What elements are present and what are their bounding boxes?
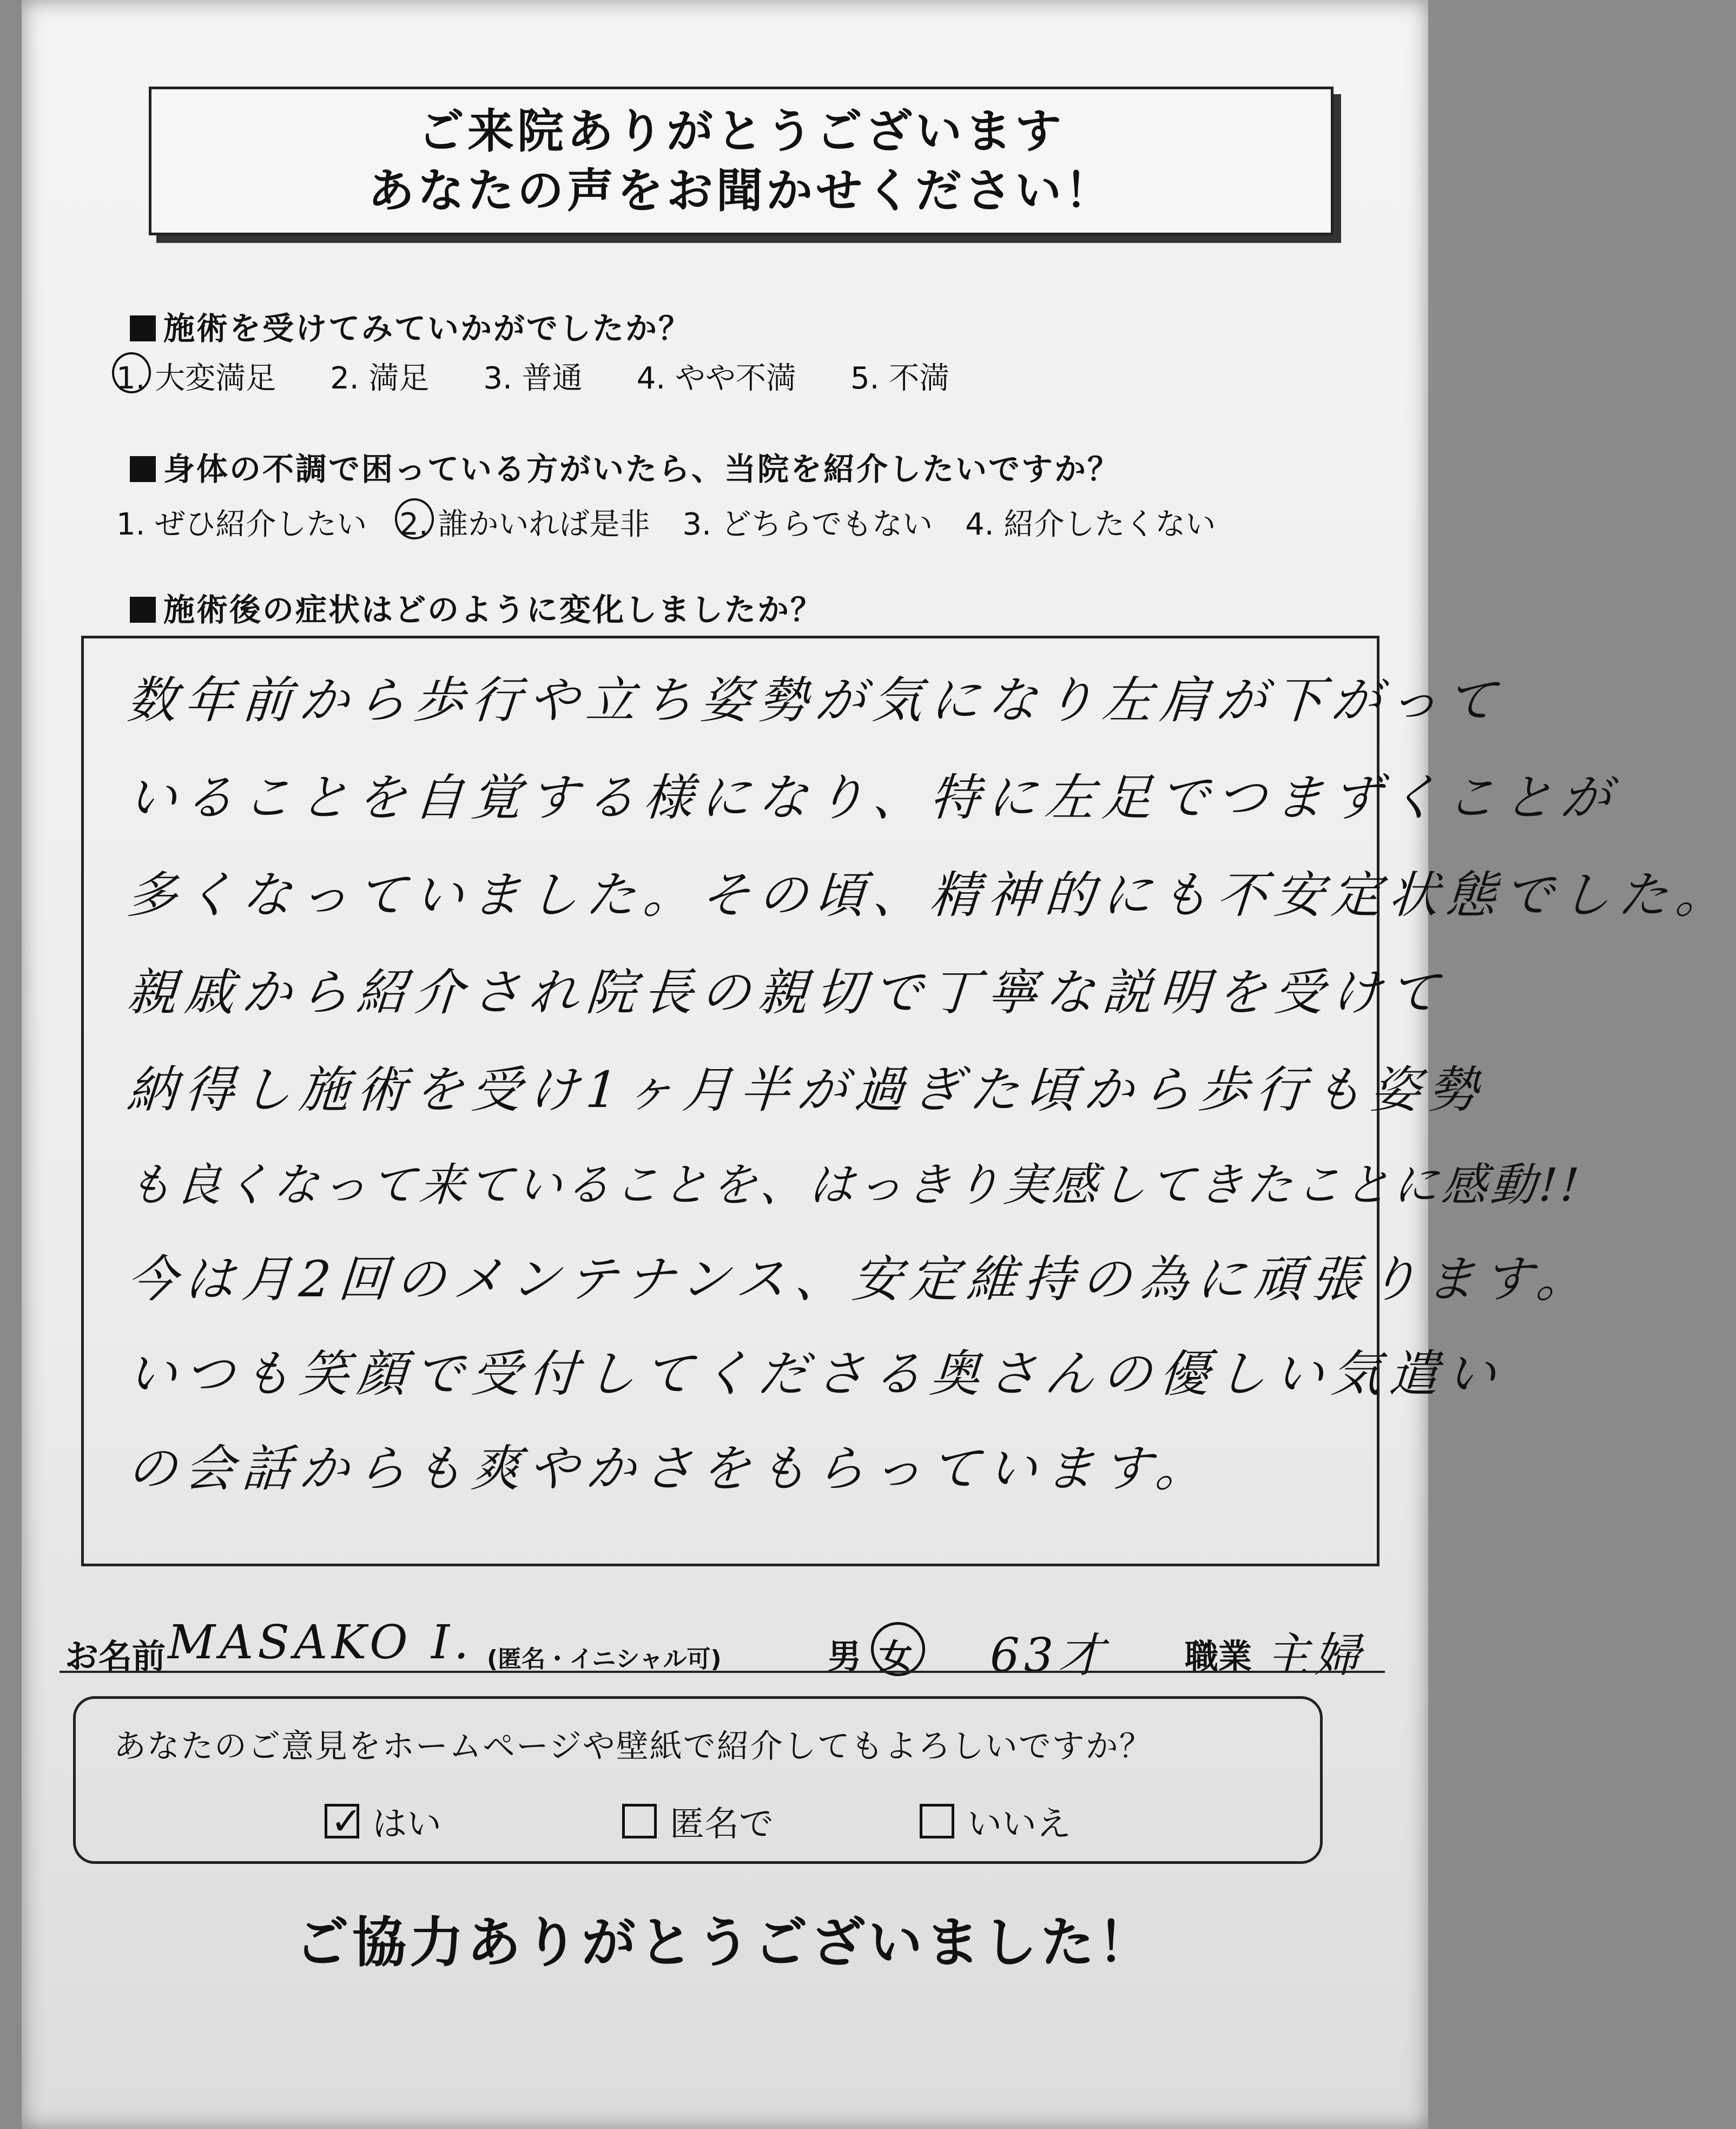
answer-line: いつも笑顔で受付してくださる奥さんの優しい気遣い	[125, 1345, 1506, 1403]
answer-line: 親戚から紹介され院長の親切で丁寧な説明を受けて	[125, 964, 1448, 1021]
profile-row	[60, 1616, 1385, 1683]
q1-option-5[interactable]: 5. 不満	[850, 361, 950, 396]
q2-option-3[interactable]: 3. どちらでもない	[682, 507, 933, 542]
checkbox-icon[interactable]	[920, 1804, 954, 1838]
header-line-2: あなたの声をお聞かせください！	[368, 163, 1114, 218]
consent-box	[73, 1696, 1323, 1864]
answer-line: の会話からも爽やかさをもらっています。	[125, 1440, 1215, 1498]
square-bullet-icon	[130, 597, 156, 623]
q2-options	[116, 500, 1248, 544]
q2-title: 身体の不調で困っている方がいたら、当院を紹介したいですか？	[130, 444, 1120, 489]
q1-options	[116, 354, 1004, 398]
name-value[interactable]: MASAKO I.	[168, 1616, 473, 1670]
profile-underline	[60, 1671, 1385, 1673]
footer-thanks: ご協力ありがとうございました！	[295, 1911, 1155, 1974]
answer-line: 今は月2回のメンテナンス、安定維持の為に頑張ります。	[125, 1250, 1596, 1308]
q3-title: 施術後の症状はどのように変化しましたか？	[130, 584, 823, 630]
name-note: (匿名・イニシャル可)	[487, 1645, 722, 1673]
answer-line: 納得し施術を受け1ヶ月半が過ぎた頃から歩行も姿勢	[125, 1061, 1488, 1119]
checkbox-checked-icon[interactable]: ✓	[325, 1804, 359, 1838]
q1-option-3[interactable]: 3. 普通	[483, 361, 583, 396]
header-box	[149, 87, 1334, 235]
consent-yes[interactable]: ✓ はい	[325, 1796, 441, 1846]
job-label: 職業	[1185, 1637, 1252, 1676]
square-bullet-icon	[130, 315, 156, 341]
q1-title: 施術を受けてみていかがでしたか？	[130, 303, 691, 348]
answer-line: いることを自覚する様になり、特に左足でつまずくことが	[125, 769, 1620, 827]
q1-option-4[interactable]: 4. やや不満	[636, 361, 796, 396]
answer-textarea[interactable]	[81, 636, 1735, 1566]
q2-option-2[interactable]: 2. 誰かいれば是非	[399, 500, 650, 544]
q2-option-4[interactable]: 4. 紹介したくない	[965, 507, 1216, 542]
answer-line: 多くなっていました。その頃、精神的にも不安定状態でした。	[125, 866, 1735, 924]
consent-question: あなたのご意見をホームページや壁紙で紹介してもよろしいですか？	[114, 1728, 1153, 1765]
q1-option-2[interactable]: 2. 満足	[330, 361, 430, 396]
checkbox-icon[interactable]	[622, 1804, 657, 1838]
name-label: お名前	[65, 1637, 166, 1676]
consent-anonymous[interactable]: 匿名で	[622, 1796, 774, 1846]
gender-female[interactable]: 女	[879, 1637, 913, 1676]
consent-no[interactable]: いいえ	[920, 1796, 1071, 1846]
q2-option-1[interactable]: 1. ぜひ紹介したい	[116, 507, 367, 542]
age-value[interactable]: 63才	[990, 1629, 1109, 1683]
answer-line: 数年前から歩行や立ち姿勢が気になり左肩が下がって	[125, 671, 1506, 729]
gender-male[interactable]: 男	[828, 1637, 862, 1676]
square-bullet-icon	[130, 456, 156, 482]
survey-sheet	[22, 0, 1735, 2129]
header-line-1: ご来院ありがとうございます	[418, 104, 1065, 159]
job-value[interactable]: 主婦	[1263, 1629, 1365, 1683]
q1-option-1[interactable]: 1. 大変満足	[116, 354, 276, 398]
answer-line: も良くなって来ていることを、はっきり実感してきたことに感動!!	[125, 1158, 1584, 1211]
